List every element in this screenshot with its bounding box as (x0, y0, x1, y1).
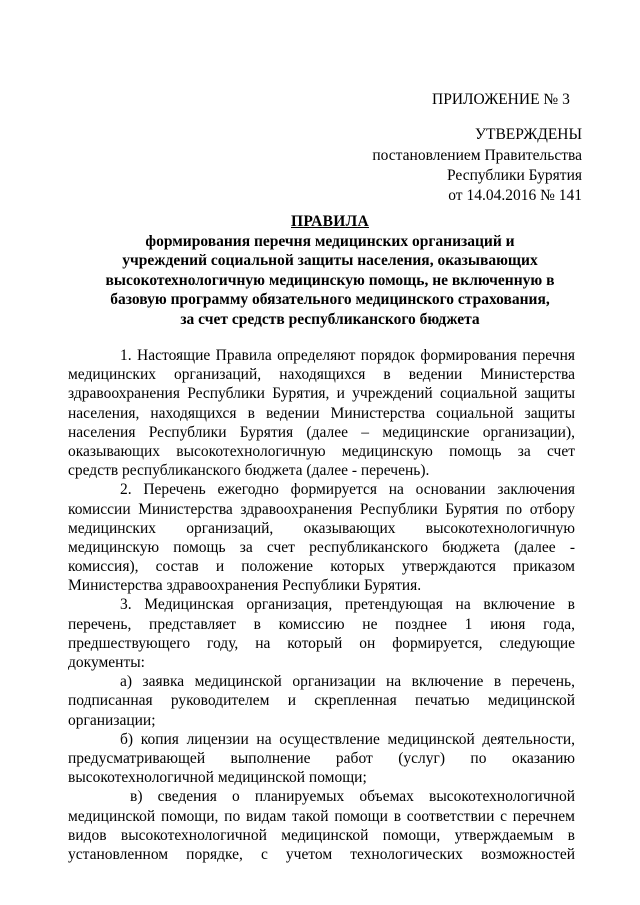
body-text-line: а) заявка медицинской организации на включение в перечень, (120, 673, 575, 691)
title-line: формирования перечня медицинских организаций и (145, 232, 515, 250)
body-text-line: б) копия лицензии на осуществление медицинской деятельности, (120, 730, 575, 748)
body-text-line: средств республиканского бюджета (далее - перечень). (68, 462, 430, 480)
body-text-line: перечень, представляет в комиссию не позднее 1 июня года, (68, 615, 575, 633)
appendix-label: ПРИЛОЖЕНИЕ № 3 (432, 91, 570, 108)
body-text-line: здравоохранения Республики Бурятия, и учреждений социальной защиты (68, 385, 575, 403)
approval-block (370, 125, 582, 206)
body-text-line: 3. Медицинская организация, претендующая на включение в (120, 596, 575, 614)
title-line: за счет средств республиканского бюджета (180, 310, 480, 328)
body-text-line: комиссия), состав и положение которых утверждаются приказом (68, 558, 575, 576)
approved-line: от 14.04.2016 № 141 (448, 187, 582, 204)
body-text-line: оказывающих высокотехнологичную медицинскую помощь за счет (68, 442, 575, 460)
title-line: учреждений социальной защиты населения, оказывающих (122, 252, 538, 270)
body-text-line: медицинской помощи, по видам такой помощи в соответствии с перечнем (68, 807, 575, 825)
body-text-line: населения, находящихся в ведении Министерства социальной защиты (68, 404, 575, 422)
body-text-line: предшествующего году, на который он формируется, следующие (68, 634, 575, 652)
body-text-line: комиссии Министерства здравоохранения Республики Бурятия по отбору (68, 500, 575, 518)
body-text-line: 1. Настоящие Правила определяют порядок формирования перечня (120, 347, 575, 364)
title-line: базовую программу обязательного медицинского страхования, (110, 291, 550, 309)
approved-heading: УТВЕРЖДЕНЫ (475, 126, 582, 143)
body-text-line: медицинских организаций, находящихся в ведении Министерства (68, 366, 575, 384)
body-text-line: организации; (68, 711, 156, 729)
title-main: ПРАВИЛА (291, 213, 369, 230)
document-title (60, 212, 600, 330)
body-text-line: в) сведения о планируемых объемах высокотехнологичной (130, 788, 575, 806)
title-line: высокотехнологичную медицинскую помощь, не включенную в (105, 271, 555, 289)
body-text-line: высокотехнологичной медицинской помощи; (68, 769, 367, 787)
body-text-line: населения Республики Бурятия (далее – медицинские организации), (68, 423, 575, 441)
body-text-line: подписанная руководителем и скрепленная печатью медицинской (68, 692, 575, 710)
body-text-line: медицинскую помощь за счет республиканского бюджета (далее - (68, 538, 575, 556)
body-text-line: документы: (68, 654, 145, 671)
body-text-line: 2. Перечень ежегодно формируется на основании заключения (120, 481, 575, 499)
body-text-line: медицинских организаций, оказывающих высокотехнологичную (68, 519, 575, 537)
document-body (68, 346, 575, 864)
body-text-line: установленном порядке, с учетом технологических возможностей (68, 845, 575, 863)
body-text-line: видов высокотехнологичной медицинской помощи, утверждаемым в (68, 826, 575, 844)
body-text-line: Министерства здравоохранения Республики Бурятия. (68, 577, 422, 595)
approved-line: Республики Бурятия (447, 167, 582, 184)
approved-line: постановлением Правительства (372, 147, 582, 164)
body-text-line: предусматривающей выполнение работ (услуг) по оказанию (68, 749, 575, 767)
